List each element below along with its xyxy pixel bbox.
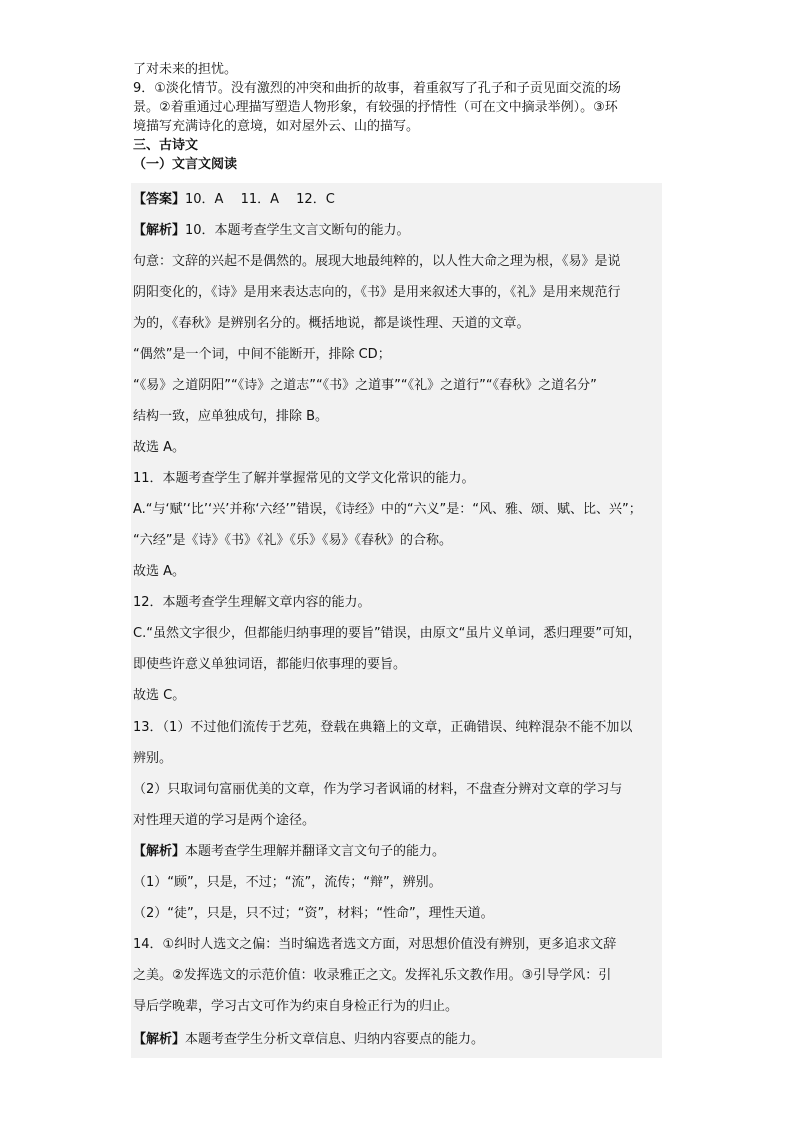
- text-line: 11．本题考查学生了解并掌握常见的文学文化常识的能力。: [133, 471, 475, 486]
- text-line: 境描写充满诗化的意境，如对屋外云、山的描写。: [133, 119, 420, 134]
- text-line: “《易》之道阴阳”“《诗》之道志”“《书》之道事”“《礼》之道行”“《春秋》之道名分”: [133, 378, 597, 393]
- analysis-label: 【解析】: [133, 844, 186, 859]
- text-line: 结构一致，应单独成句，排除 B。: [133, 409, 329, 424]
- text-line: 故选 A。: [133, 564, 186, 579]
- q14-analysis-line: [133, 1030, 693, 1050]
- text-line: 为的，《春秋》是辨别名分的。概括地说，都是谈性理、天道的文章。: [133, 316, 530, 331]
- text-line: 阴阳变化的，《诗》是用来表达志向的，《书》是用来叙述大事的，《礼》是用来规范行: [133, 285, 621, 300]
- text-line: 9．①淡化情节。没有激烈的冲突和曲折的故事，着重叙写了孔子和子贡见面交流的场: [133, 81, 621, 96]
- text-line: C.“虽然文字很少，但都能归纳事理的要旨”错误，由原文“虽片义单词，悉归理要”可知，: [133, 626, 642, 641]
- text-line: 了对未来的担忧。: [133, 62, 238, 77]
- analysis-line: [133, 221, 693, 241]
- subsection-title: （一）文言文阅读: [133, 157, 238, 172]
- section-title: 三、古诗文: [133, 138, 199, 153]
- answer-label: 【答案】: [133, 192, 186, 207]
- text-line: 即使些许意义单独词语，都能归依事理的要旨。: [133, 657, 407, 672]
- text-line: （2）只取词句富丽优美的文章，作为学习者讽诵的材料，不盘查分辨对文章的学习与: [133, 782, 623, 797]
- text-line: （1）“顾”，只是，不过；“流”，流传；“辩”，辨别。: [133, 875, 442, 890]
- q10-intro: 10．本题考查学生文言文断句的能力。: [185, 223, 410, 238]
- text-line: 辨别。: [133, 751, 173, 766]
- text-line: “六经”是《诗》《书》《礼》《乐》《易》《春秋》的合称。: [133, 533, 452, 548]
- text-line: 故选 C。: [133, 688, 186, 703]
- answer-line: [133, 190, 693, 210]
- text-line: 景。②着重通过心理描写塑造人物形象，有较强的抒情性（可在文中摘录举例）。③环: [133, 100, 618, 115]
- text-line: “偶然”是一个词，中间不能断开，排除 CD；: [133, 347, 391, 362]
- text-line: 句意：文辞的兴起不是偶然的。展现大地最纯粹的，以人性大命之理为根，《易》是说: [133, 254, 621, 269]
- answer-text: 10．A 11．A 12．C: [185, 192, 335, 207]
- text-line: 13．（1）不过他们流传于艺苑，登载在典籍上的文章，正确错误、纯粹混杂不能不加以: [133, 720, 633, 735]
- analysis-label: 【解析】: [133, 223, 186, 238]
- top-text-block: [133, 60, 665, 174]
- analysis-label: 【解析】: [133, 1032, 186, 1047]
- text-line: 14．①纠时人选文之偏：当时编选者选文方面，对思想价值没有辨别，更多追求文辞: [133, 937, 617, 952]
- text-line: A.“与‘赋’‘比’‘兴’并称‘六经’”错误，《诗经》中的“六义”是：“风、雅、颂、赋、比、兴”；: [133, 502, 642, 517]
- q14-analysis-text: 本题考查学生分析文章信息、归纳内容要点的能力。: [185, 1032, 485, 1047]
- q13-analysis-text: 本题考查学生理解并翻译文言文句子的能力。: [185, 844, 446, 859]
- text-line: 对性理天道的学习是两个途径。: [133, 813, 316, 828]
- text-line: 故选 A。: [133, 440, 186, 455]
- q13-analysis-line: [133, 842, 693, 862]
- text-line: 之美。②发挥选文的示范价值：收录雅正之文。发挥礼乐文教作用。③引导学风：引: [133, 968, 612, 983]
- text-line: （2）“徒”，只是，只不过；“资”，材料；“性命”，理性天道。: [133, 906, 494, 921]
- text-line: 导后学晚辈，学习古文可作为约束自身检正行为的归止。: [133, 999, 459, 1014]
- text-line: 12．本题考查学生理解文章内容的能力。: [133, 595, 371, 610]
